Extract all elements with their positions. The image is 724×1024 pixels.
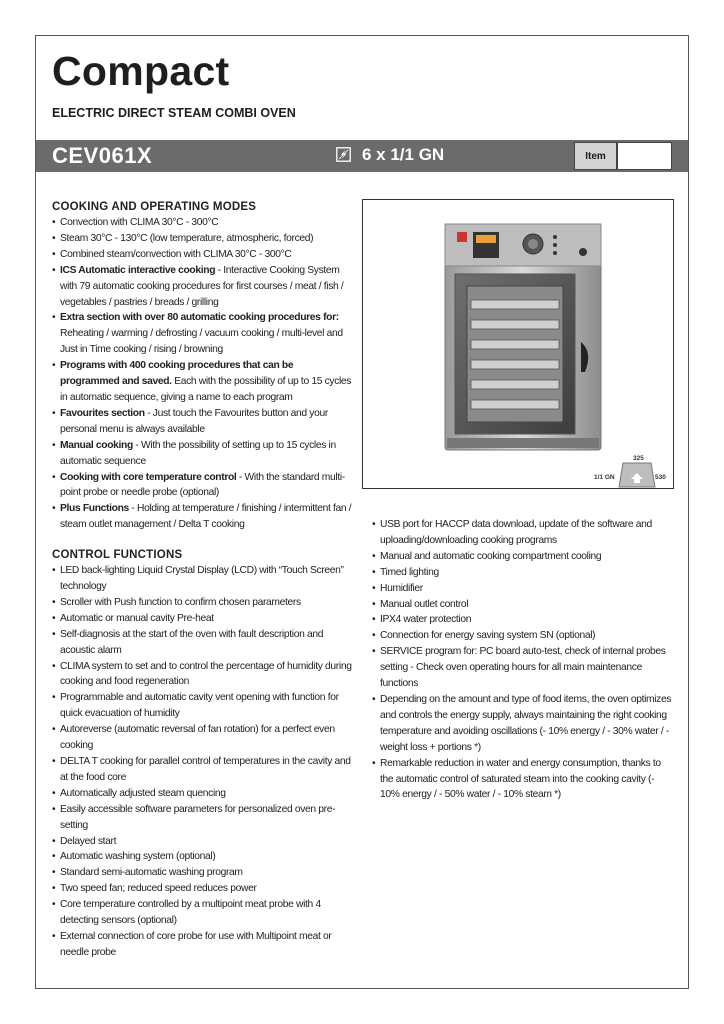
cooking-mode-title: ICS Automatic interactive cooking xyxy=(60,264,216,276)
cooking-mode-item xyxy=(52,501,352,533)
cooking-mode-item xyxy=(52,215,352,231)
cooking-mode-text: Convection with CLIMA 30°C - 300°C xyxy=(60,217,219,228)
cooking-mode-text: Combined steam/convection with CLIMA 30°C - 300°C xyxy=(60,248,292,260)
left-column xyxy=(52,199,352,961)
tray-width-dimension: 325 xyxy=(633,455,644,462)
feature-item: • Manual and automatic cooking compartment cooling xyxy=(372,549,676,565)
right-column xyxy=(372,517,676,803)
cooking-mode-text: Steam 30°C - 130°C (low temperature, atmospheric, forced) xyxy=(60,232,314,244)
cooking-mode-title: Programs with 400 cooking procedures that can be programmed and saved. xyxy=(60,360,294,388)
control-function-item: • External connection of core probe for use with Multipoint meat or needle probe xyxy=(52,929,352,961)
control-function-item: • Core temperature controlled by a multipoint meat probe with 4 detecting sensors (optional) xyxy=(52,897,352,929)
item-label: Item xyxy=(574,142,617,170)
control-function-item: • Self-diagnosis at the start of the oven with fault description and acoustic alarm xyxy=(52,627,352,659)
feature-item: • USB port for HACCP data download, update of the software and uploading/downloading cooking programs xyxy=(372,517,676,549)
control-function-item: • CLIMA system to set and to control the percentage of humidity during cooking and food regeneration xyxy=(52,659,352,691)
cooking-mode-item xyxy=(52,263,352,311)
control-function-item: • Autoreverse (automatic reversal of fan rotation) for a perfect even cooking xyxy=(52,722,352,754)
tray-depth-dimension: 530 xyxy=(655,474,666,481)
cooking-mode-item xyxy=(52,358,352,406)
feature-item: • Connection for energy saving system SN (optional) xyxy=(372,628,676,644)
control-function-item: • Delayed start xyxy=(52,834,352,850)
cooking-mode-title: Manual cooking xyxy=(60,439,133,451)
control-function-item: • Automatic washing system (optional) xyxy=(52,849,352,865)
control-function-item: • DELTA T cooking for parallel control of temperatures in the cavity and at the food core xyxy=(52,754,352,786)
model-code: CEV061X xyxy=(52,143,153,168)
control-function-item: • LED back-lighting Liquid Crystal Display (LCD) with “Touch Screen” technology xyxy=(52,563,352,595)
cooking-modes-list xyxy=(52,215,352,533)
cooking-mode-item xyxy=(52,247,352,263)
cooking-mode-item xyxy=(52,310,352,358)
page-title: Compact xyxy=(52,48,230,94)
control-functions-heading: CONTROL FUNCTIONS xyxy=(52,549,183,562)
cooking-mode-item xyxy=(52,231,352,247)
feature-item: • Manual outlet control xyxy=(372,597,676,613)
feature-item: • Remarkable reduction in water and energy consumption, thanks to the automatic control of saturated steam into the cooking cavity (- 10% energy / - 50% water / - 10% steam *) xyxy=(372,756,676,804)
cooking-mode-title: Favourites section xyxy=(60,407,145,419)
capacity-label: 6 x 1/1 GN xyxy=(362,145,445,164)
cooking-mode-title: Cooking with core temperature control xyxy=(60,471,237,483)
cooking-mode-text: - With the standard multi-point probe or needle probe (optional) xyxy=(60,471,345,499)
item-field xyxy=(617,142,672,170)
control-function-item: • Automatic or manual cavity Pre-heat xyxy=(52,611,352,627)
cooking-mode-item xyxy=(52,406,352,438)
control-functions-list xyxy=(52,563,352,961)
electric-icon xyxy=(336,147,351,162)
feature-item: • Humidifier xyxy=(372,581,676,597)
cooking-mode-text: - With the possibility of setting up to 15 cycles in automatic sequence xyxy=(60,439,336,467)
cooking-mode-text: - Just touch the Favourites button and your personal menu is always available xyxy=(60,407,328,435)
oven-image xyxy=(443,222,603,454)
cooking-mode-title: Plus Functions xyxy=(60,503,129,515)
feature-item: • IPX4 water protection xyxy=(372,612,676,628)
cooking-mode-text: - Interactive Cooking System with 79 automatic cooking procedures for first courses / meat / fish / vegetables / pastries / breads / grilling xyxy=(60,264,344,308)
feature-item: • Depending on the amount and type of food items, the oven optimizes and controls the energy supply, always maintaining the right cooking temperature and avoiding oscillations (- 10% energy / - 30% water / - weight loss + portions *) xyxy=(372,692,676,756)
control-function-item: • Scroller with Push function to confirm chosen parameters xyxy=(52,595,352,611)
right-features-list xyxy=(372,517,676,803)
cooking-mode-title: Extra section with over 80 automatic cooking procedures for: xyxy=(60,312,339,324)
cooking-mode-item xyxy=(52,438,352,470)
cooking-modes-heading: COOKING AND OPERATING MODES xyxy=(52,201,257,213)
control-function-item: • Automatically adjusted steam quencing xyxy=(52,786,352,802)
control-function-item: • Standard semi-automatic washing program xyxy=(52,865,352,881)
cooking-mode-text: - Holding at temperature / finishing / intermittent fan / steam outlet management / Delta T cooking xyxy=(60,503,352,531)
cooking-mode-item xyxy=(52,470,352,502)
tray-gn-label: 1/1 GN xyxy=(594,474,615,481)
feature-item: • Timed lighting xyxy=(372,565,676,581)
feature-item: • SERVICE program for: PC board auto-test, check of internal probes setting - Check oven operating hours for all main maintenance functions xyxy=(372,644,676,692)
product-image-box xyxy=(362,199,674,489)
control-function-item: • Two speed fan; reduced speed reduces power xyxy=(52,881,352,897)
cooking-mode-text: Reheating / warming / defrosting / vacuum cooking / multi-level and Just in Time cooking / rising / browning xyxy=(60,328,343,356)
page-subtitle: ELECTRIC DIRECT STEAM COMBI OVEN xyxy=(52,106,296,120)
cooking-mode-text: Each with the possibility of up to 15 cycles in automatic sequence, giving a name to each program xyxy=(60,376,352,403)
control-function-item: • Programmable and automatic cavity vent opening with function for quick evacuation of humidity xyxy=(52,690,352,722)
control-function-item: • Easily accessible software parameters for personalized oven pre-setting xyxy=(52,802,352,834)
